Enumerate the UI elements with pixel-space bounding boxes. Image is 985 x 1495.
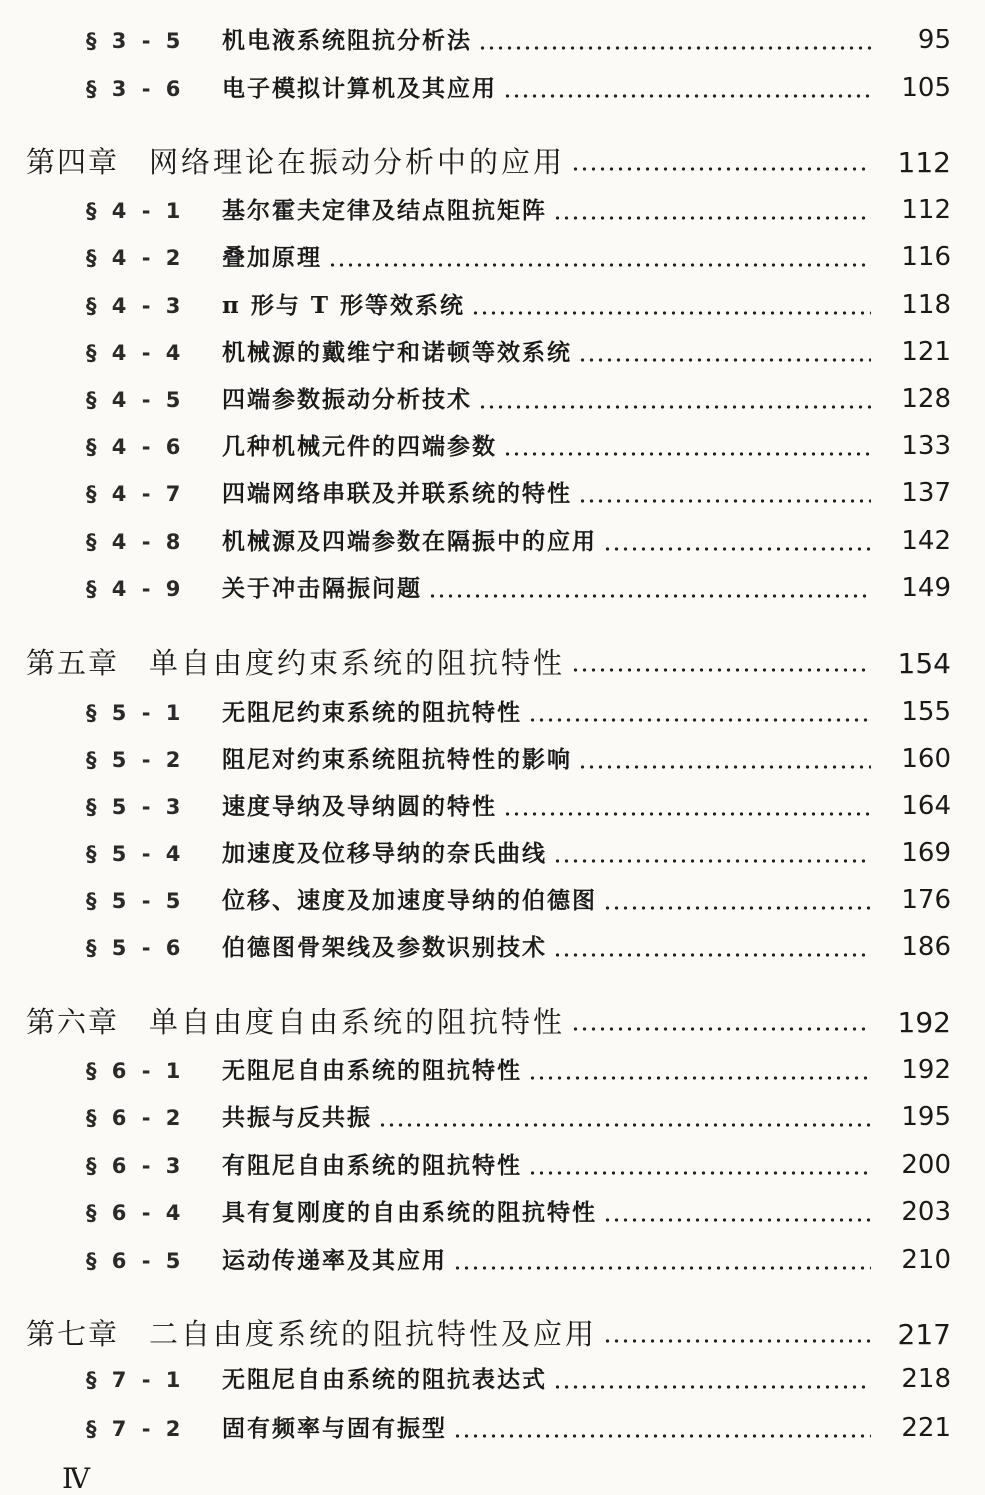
- page-number: 112: [897, 146, 951, 179]
- toc-section-entry: [0, 428, 985, 468]
- chapter-label: 第五章: [26, 646, 120, 680]
- section-number: § 4 - 4: [86, 341, 185, 365]
- dot-leader: [571, 667, 871, 673]
- dot-leader: [503, 811, 871, 817]
- page-number: 200: [901, 1150, 951, 1180]
- page-number: 118: [901, 290, 951, 320]
- page-number: 195: [901, 1102, 951, 1132]
- toc-section-entry: [0, 22, 985, 62]
- section-number: § 4 - 7: [86, 482, 185, 506]
- toc-section-entry: [0, 475, 985, 515]
- toc-section-entry: [0, 1052, 985, 1092]
- section-number: § 7 - 1: [86, 1368, 185, 1392]
- section-number: § 3 - 6: [86, 77, 185, 101]
- dot-leader: [571, 1026, 871, 1032]
- dot-leader: [553, 215, 871, 221]
- dot-leader: [553, 1384, 871, 1390]
- section-title: 无阻尼约束系统的阻抗特性: [222, 699, 522, 726]
- page-number: 169: [901, 838, 951, 868]
- section-number: § 4 - 3: [86, 294, 185, 318]
- section-title: π 形与 T 形等效系统: [222, 292, 465, 319]
- toc-chapter-entry: [0, 1312, 985, 1358]
- toc-section-entry: [0, 929, 985, 969]
- chapter-title: 单自由度自由系统的阻抗特性: [149, 1005, 566, 1039]
- section-number: § 5 - 4: [86, 842, 185, 866]
- dot-leader: [603, 905, 871, 911]
- section-title: 速度导纳及导纳圆的特性: [222, 793, 497, 820]
- toc-section-entry: [0, 192, 985, 232]
- section-title: 有阻尼自由系统的阻抗特性: [222, 1152, 522, 1179]
- toc-section-entry: [0, 1242, 985, 1282]
- dot-leader: [578, 498, 871, 504]
- section-number: § 6 - 5: [86, 1249, 185, 1273]
- chapter-title: 二自由度系统的阻抗特性及应用: [149, 1317, 598, 1351]
- section-number: § 5 - 3: [86, 795, 185, 819]
- page-number: 155: [901, 697, 951, 727]
- section-number: § 3 - 5: [86, 29, 185, 53]
- section-number: § 7 - 2: [86, 1417, 185, 1441]
- chapter-title: 网络理论在振动分析中的应用: [149, 145, 566, 179]
- toc-section-entry: [0, 741, 985, 781]
- page-number: 95: [917, 25, 951, 55]
- section-number: § 5 - 2: [86, 748, 185, 772]
- section-title: 机电液系统阻抗分析法: [222, 27, 472, 54]
- dot-leader: [503, 451, 871, 457]
- page-number: 217: [897, 1318, 951, 1351]
- toc-chapter-entry: [0, 140, 985, 186]
- section-title: 叠加原理: [222, 244, 322, 271]
- toc-section-entry: [0, 239, 985, 279]
- section-title: 具有复刚度的自由系统的阻抗特性: [222, 1199, 597, 1226]
- dot-leader: [478, 45, 871, 51]
- section-title: 共振与反共振: [222, 1104, 372, 1131]
- chapter-label: 第四章: [26, 145, 120, 179]
- toc-section-entry: [0, 882, 985, 922]
- dot-leader: [428, 593, 871, 599]
- section-title: 基尔霍夫定律及结点阻抗矩阵: [222, 197, 547, 224]
- dot-leader: [528, 1170, 871, 1176]
- section-title: 机械源的戴维宁和诺顿等效系统: [222, 339, 572, 366]
- section-number: § 4 - 1: [86, 199, 185, 223]
- page-number: 210: [901, 1245, 951, 1275]
- section-title: 关于冲击隔振问题: [222, 575, 422, 602]
- toc-section-entry: [0, 835, 985, 875]
- page-number: 192: [901, 1055, 951, 1085]
- toc-section-entry: [0, 1194, 985, 1234]
- page-number: 116: [901, 242, 951, 272]
- toc-section-entry: [0, 1099, 985, 1139]
- section-title: 电子模拟计算机及其应用: [222, 75, 497, 102]
- toc-section-entry: [0, 70, 985, 110]
- chapter-label: 第六章: [26, 1005, 120, 1039]
- toc-section-entry: [0, 570, 985, 610]
- page-number: 121: [901, 337, 951, 367]
- section-number: § 6 - 3: [86, 1154, 185, 1178]
- toc-section-entry: [0, 1410, 985, 1450]
- section-number: § 4 - 2: [86, 246, 185, 270]
- dot-leader: [453, 1265, 871, 1271]
- section-title: 四端网络串联及并联系统的特性: [222, 480, 572, 507]
- section-number: § 4 - 6: [86, 435, 185, 459]
- dot-leader: [471, 310, 871, 316]
- dot-leader: [528, 1075, 871, 1081]
- toc-chapter-entry: [0, 641, 985, 687]
- section-number: § 6 - 4: [86, 1201, 185, 1225]
- page-number: 160: [901, 744, 951, 774]
- section-title: 固有频率与固有振型: [222, 1415, 447, 1442]
- section-number: § 5 - 1: [86, 701, 185, 725]
- section-number: § 4 - 8: [86, 530, 185, 554]
- page-number: 218: [901, 1364, 951, 1394]
- toc-section-entry: [0, 523, 985, 563]
- dot-leader: [378, 1122, 871, 1128]
- toc-section-entry: [0, 334, 985, 374]
- page-number: 137: [901, 478, 951, 508]
- section-number: § 5 - 5: [86, 889, 185, 913]
- dot-leader: [603, 546, 871, 552]
- section-title: 四端参数振动分析技术: [222, 386, 472, 413]
- page-number: 149: [901, 573, 951, 603]
- toc-chapter-entry: [0, 1000, 985, 1046]
- dot-leader: [553, 858, 871, 864]
- toc-section-entry: [0, 694, 985, 734]
- section-title: 伯德图骨架线及参数识别技术: [222, 934, 547, 961]
- section-title: 无阻尼自由系统的阻抗特性: [222, 1057, 522, 1084]
- dot-leader: [603, 1338, 871, 1344]
- section-number: § 6 - 2: [86, 1106, 185, 1130]
- section-number: § 4 - 5: [86, 388, 185, 412]
- page-number: 203: [901, 1197, 951, 1227]
- section-title: 位移、速度及加速度导纳的伯德图: [222, 887, 597, 914]
- dot-leader: [603, 1217, 871, 1223]
- toc-section-entry: [0, 1147, 985, 1187]
- section-title: 机械源及四端参数在隔振中的应用: [222, 528, 597, 555]
- page-number: 142: [901, 526, 951, 556]
- dot-leader: [328, 262, 871, 268]
- section-number: § 4 - 9: [86, 577, 185, 601]
- dot-leader: [478, 404, 871, 410]
- page-number: 176: [901, 885, 951, 915]
- page-number: 164: [901, 791, 951, 821]
- page-number: 128: [901, 384, 951, 414]
- dot-leader: [503, 93, 871, 99]
- section-number: § 5 - 6: [86, 936, 185, 960]
- dot-leader: [571, 166, 871, 172]
- toc-section-entry: [0, 1361, 985, 1401]
- section-number: § 6 - 1: [86, 1059, 185, 1083]
- page-folio: Ⅳ: [62, 1462, 90, 1495]
- page-number: 154: [897, 647, 951, 680]
- section-title: 无阻尼自由系统的阻抗表达式: [222, 1366, 547, 1393]
- toc-section-entry: [0, 788, 985, 828]
- dot-leader: [553, 952, 871, 958]
- page-number: 186: [901, 932, 951, 962]
- section-title: 几种机械元件的四端参数: [222, 433, 497, 460]
- page-number: 221: [901, 1413, 951, 1443]
- page-number: 112: [901, 195, 951, 225]
- section-title: 运动传递率及其应用: [222, 1247, 447, 1274]
- toc-section-entry: [0, 287, 985, 327]
- page-number: 192: [897, 1006, 951, 1039]
- dot-leader: [453, 1433, 871, 1439]
- chapter-title: 单自由度约束系统的阻抗特性: [149, 646, 566, 680]
- dot-leader: [578, 357, 871, 363]
- page-number: 105: [901, 73, 951, 103]
- section-title: 加速度及位移导纳的奈氏曲线: [222, 840, 547, 867]
- dot-leader: [528, 717, 871, 723]
- section-title: 阻尼对约束系统阻抗特性的影响: [222, 746, 572, 773]
- toc-section-entry: [0, 381, 985, 421]
- page-number: 133: [901, 431, 951, 461]
- chapter-label: 第七章: [26, 1317, 120, 1351]
- dot-leader: [578, 764, 871, 770]
